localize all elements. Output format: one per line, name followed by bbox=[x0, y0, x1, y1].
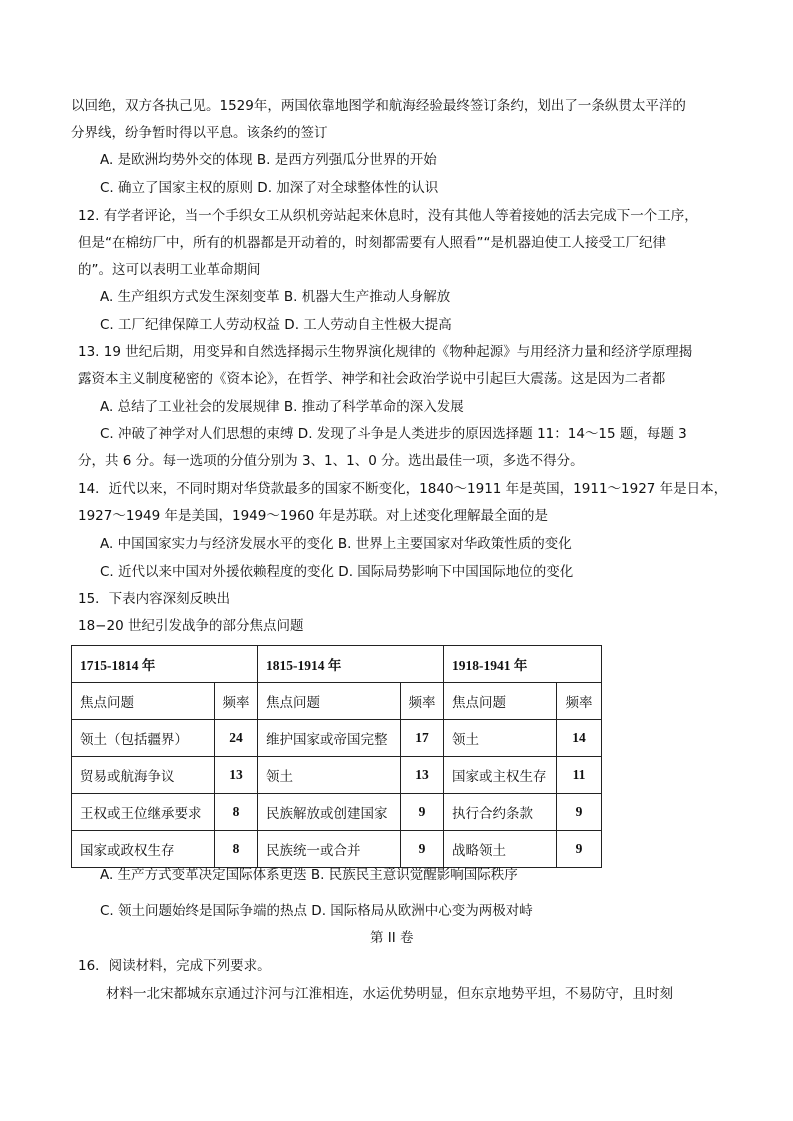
frequency-cell: 9 bbox=[557, 794, 602, 831]
q15-options-cd: C. 领土问题始终是国际争端的热点 D. 国际格局从欧洲中心变为两极对峙 bbox=[100, 903, 533, 919]
q11-options-ab: A. 是欧洲均势外交的体现 B. 是西方列强瓜分世界的开始 bbox=[100, 152, 437, 168]
column-header: 焦点问题 bbox=[72, 683, 215, 720]
q13-options-cd-cont: 分，共 6 分。每一选项的分值分别为 3、1、1、0 分。选出最佳一项，多选不得分。 bbox=[78, 453, 584, 469]
issue-cell: 战略领土 bbox=[444, 831, 557, 868]
text-line: 以回绝，双方各执己见。1529年，两国依靠地图学和航海经验最终签订条约，划出了一条纵贯太平洋的 bbox=[71, 98, 686, 114]
period-header: 1815-1914 年 bbox=[258, 646, 444, 683]
q11-options-cd: C. 确立了国家主权的原则 D. 加深了对全球整体性的认识 bbox=[100, 180, 439, 196]
focus-issues-table bbox=[71, 645, 601, 868]
issue-cell: 王权或王位继承要求 bbox=[72, 794, 215, 831]
table-period-row bbox=[72, 646, 602, 683]
column-header: 频率 bbox=[401, 683, 444, 720]
issue-cell: 民族统一或合并 bbox=[258, 831, 401, 868]
table-header-row bbox=[72, 683, 602, 720]
issue-cell: 维护国家或帝国完整 bbox=[258, 720, 401, 757]
q13-options-ab: A. 总结了工业社会的发展规律 B. 推动了科学革命的深入发展 bbox=[100, 399, 464, 415]
issue-cell: 执行合约条款 bbox=[444, 794, 557, 831]
issue-cell: 民族解放或创建国家 bbox=[258, 794, 401, 831]
column-header: 频率 bbox=[557, 683, 602, 720]
frequency-cell: 13 bbox=[401, 757, 444, 794]
frequency-cell: 9 bbox=[557, 831, 602, 868]
period-header: 1918-1941 年 bbox=[444, 646, 602, 683]
q12-options-cd: C. 工厂纪律保障工人劳动权益 D. 工人劳动自主性极大提高 bbox=[100, 317, 452, 333]
table-row bbox=[72, 720, 602, 757]
frequency-cell: 14 bbox=[557, 720, 602, 757]
q12-stem: 的”。这可以表明工业革命期间 bbox=[78, 262, 261, 278]
table-title: 18−20 世纪引发战争的部分焦点问题 bbox=[78, 618, 304, 634]
q14-options-cd: C. 近代以来中国对外援依赖程度的变化 D. 国际局势影响下中国国际地位的变化 bbox=[100, 564, 574, 580]
issue-cell: 领土 bbox=[258, 757, 401, 794]
table-row bbox=[72, 757, 602, 794]
q13-stem: 露资本主义制度秘密的《资本论》，在哲学、神学和社会政治学说中引起巨大震荡。这是因为二者都 bbox=[78, 371, 666, 387]
text-line: 分界线，纷争暂时得以平息。该条约的签订 bbox=[71, 125, 328, 141]
q12-stem: 12. 有学者评论，当一个手织女工从织机旁站起来休息时，没有其他人等着接她的活去完成下一个工序， bbox=[78, 208, 698, 224]
frequency-cell: 9 bbox=[401, 794, 444, 831]
period-header: 1715-1814 年 bbox=[72, 646, 258, 683]
q15-stem: 15．下表内容深刻反映出 bbox=[78, 591, 231, 607]
table-row bbox=[72, 794, 602, 831]
q14-options-ab: A. 中国国家实力与经济发展水平的变化 B. 世界上主要国家对华政策性质的变化 bbox=[100, 536, 572, 552]
q14-stem: 14．近代以来，不同时期对华贷款最多的国家不断变化，1840～1911 年是英国，1911～1927 年是日本， bbox=[78, 481, 728, 497]
q16-stem: 16．阅读材料，完成下列要求。 bbox=[78, 958, 271, 974]
issue-cell: 国家或政权生存 bbox=[72, 831, 215, 868]
q12-stem: 但是“在棉纺厂中，所有的机器都是开动着的，时刻都需要有人照看”“是机器迫使工人接受工厂纪律 bbox=[78, 235, 666, 251]
frequency-cell: 17 bbox=[401, 720, 444, 757]
issue-cell: 国家或主权生存 bbox=[444, 757, 557, 794]
q12-options-ab: A. 生产组织方式发生深刻变革 B. 机器大生产推动人身解放 bbox=[100, 289, 451, 305]
section-title: 第 II 卷 bbox=[370, 930, 414, 946]
q15-options-ab: A. 生产方式变革决定国际体系更迭 B. 民族民主意识觉醒影响国际秩序 bbox=[100, 867, 518, 883]
issue-cell: 贸易或航海争议 bbox=[72, 757, 215, 794]
frequency-cell: 8 bbox=[215, 794, 258, 831]
frequency-cell: 13 bbox=[215, 757, 258, 794]
q14-stem: 1927～1949 年是美国，1949～1960 年是苏联。对上述变化理解最全面的是 bbox=[78, 508, 549, 524]
frequency-cell: 9 bbox=[401, 831, 444, 868]
column-header: 焦点问题 bbox=[444, 683, 557, 720]
q13-stem: 13. 19 世纪后期，用变异和自然选择揭示生物界演化规律的《物种起源》与用经济力量和经济学原理揭 bbox=[78, 344, 693, 360]
column-header: 焦点问题 bbox=[258, 683, 401, 720]
frequency-cell: 24 bbox=[215, 720, 258, 757]
table-row bbox=[72, 831, 602, 868]
frequency-cell: 11 bbox=[557, 757, 602, 794]
issue-cell: 领土 bbox=[444, 720, 557, 757]
issue-cell: 领土（包括疆界） bbox=[72, 720, 215, 757]
frequency-cell: 8 bbox=[215, 831, 258, 868]
q13-options-cd: C. 冲破了神学对人们思想的束缚 D. 发现了斗争是人类进步的原因选择题 11：14～15 题，每题 3 bbox=[100, 426, 687, 442]
q16-material: 材料一北宋都城东京通过汴河与江淮相连，水运优势明显，但东京地势平坦，不易防守，且时刻 bbox=[106, 986, 673, 1002]
column-header: 频率 bbox=[215, 683, 258, 720]
